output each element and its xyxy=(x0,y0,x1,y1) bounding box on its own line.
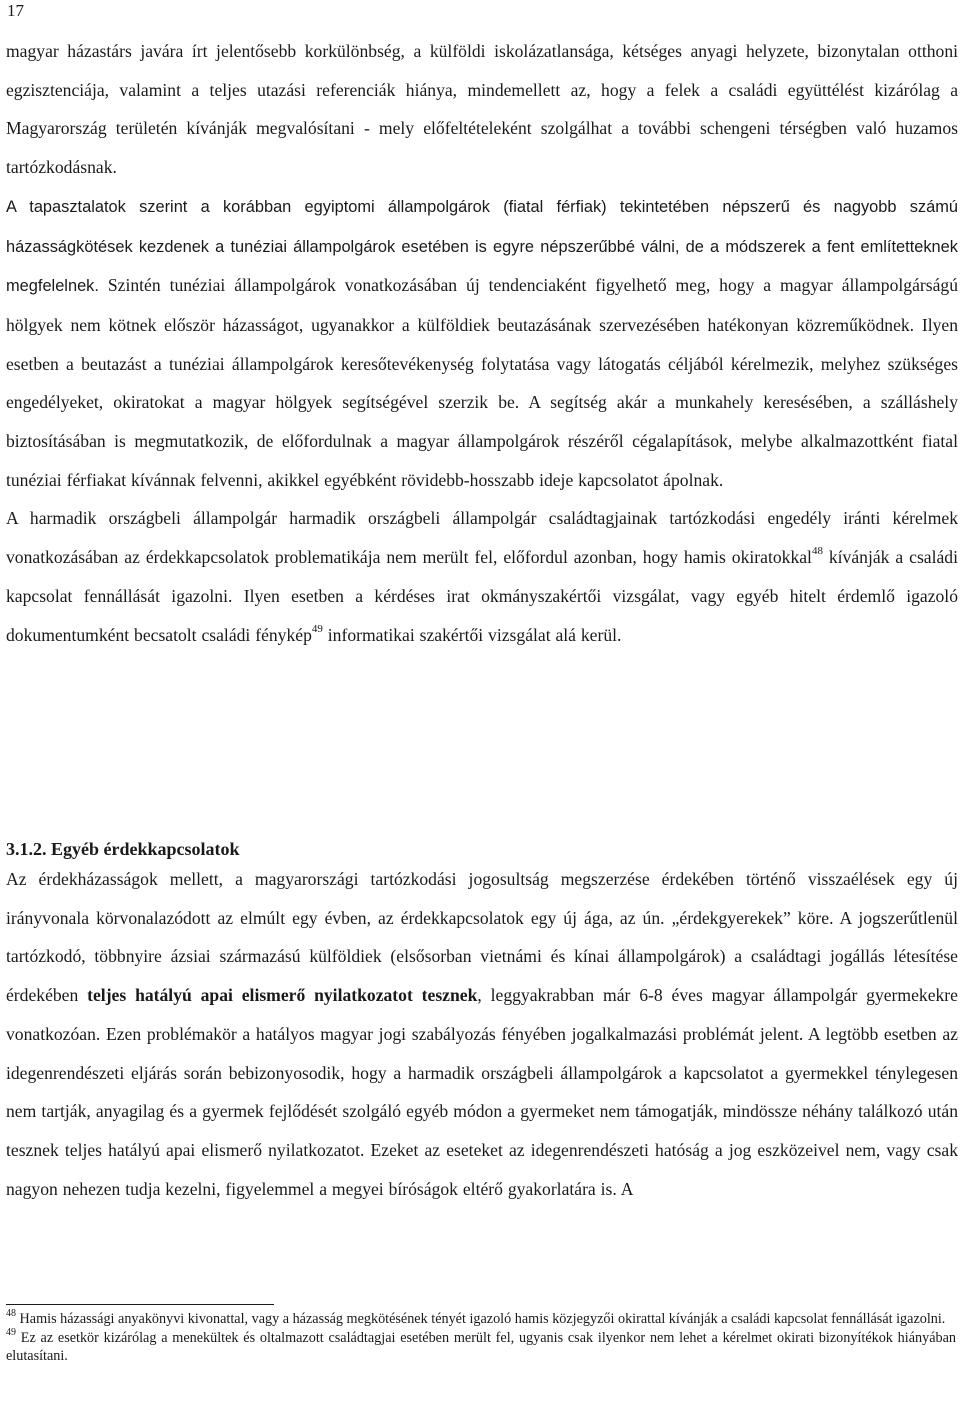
section-paragraph xyxy=(6,860,958,1208)
paragraph-2 xyxy=(6,187,958,500)
footnote-text: Hamis házassági anyakönyvi kivonattal, vagy a házasság megkötésének tényét igazoló hamis közjegyzői okirattal kívánják a családi kapcsolat fennállását igazolni. xyxy=(16,1311,946,1327)
section-text-block xyxy=(6,860,958,1208)
footnote-49 xyxy=(6,1326,956,1366)
paragraph-3 xyxy=(6,499,958,654)
section-paragraph-text-1: Az érdekházasságok mellett, a magyarországi tartózkodási jogosultság megszerzése érdekében történő visszaélések egy új irányvonala körvonalazódott az elmúlt egy évben, az érdekkapcsolatok egy új ága, az ún. „érdekgyerekek” köre. A jogszerűtlenül tartózkodó, többnyire ázsiai származású külföldiek (elsősorban vietnámi és kínai állampolgárok) a családtagi jogállás létesítése érdekében xyxy=(6,869,958,1006)
main-text-block xyxy=(6,32,958,654)
section-heading: 3.1.2. Egyéb érdekkapcsolatok xyxy=(6,839,240,859)
paragraph-3-text-3: informatikai szakértői vizsgálat alá kerül. xyxy=(322,624,622,645)
footnotes xyxy=(6,1310,956,1366)
footnote-ref-49[interactable]: 49 xyxy=(311,622,323,635)
section-paragraph-bold: teljes hatályú apai elismerő nyilatkozatot tesznek xyxy=(87,985,478,1006)
footnote-text: Ez az esetkör kizárólag a menekültek és oltalmazott családtagjai esetében merült fel, ugyanis csak ilyenkor nem lehet a kérelmet okirati bizonyítékok hiányában elutasítani. xyxy=(6,1329,956,1364)
paragraph-1: magyar házastárs javára írt jelentősebb korkülönbség, a külföldi iskolázatlansága, kétséges anyagi helyzete, bizonytalan otthoni egzisztenciája, valamint a teljes utazási referenciák hiánya, mindemellett az, hogy a felek a családi együttélést kizárólag a Magyarország területén kívánják megvalósítani - mely előfeltételeként szolgálhat a további schengeni térségben való huzamos tartózkodásnak. xyxy=(6,41,958,178)
paragraph-3-text-1: A harmadik országbeli állampolgár harmadik országbeli állampolgár családtagjainak tartózkodási engedély iránti kérelmek vonatkozásában az érdekkapcsolatok problematikája nem merült fel, előfordul azonban, hogy hamis okiratokkal xyxy=(6,508,958,568)
footnote-separator xyxy=(6,1304,274,1305)
paragraph-3-text-2: kívánják a családi kapcsolat fennállását igazolni. Ilyen esetben a kérdéses irat okmányszakértői vizsgálat, vagy egyéb hitelt érdemlő igazoló dokumentumként becsatolt családi fénykép xyxy=(6,547,958,645)
footnote-number: 49 xyxy=(6,1326,16,1338)
footnote-ref-48[interactable]: 48 xyxy=(811,545,823,558)
footnote-number: 48 xyxy=(6,1308,16,1320)
footnote-48 xyxy=(6,1310,956,1329)
paragraph-2-serif-part: Szintén tunéziai állampolgárok vonatkozásában új tendenciaként figyelhető meg, hogy a magyar állampolgárságú hölgyek nem kötnek először házasságot, ugyanakkor a külföldiek beutazásának szervezésében hatékonyan közreműködnek. Ilyen esetben a beutazást a tunéziai állampolgárok keresőtevékenység folytatása vagy látogatás céljából kérelmezik, melyhez szükséges engedélyeket, okiratokat a magyar hölgyek segítségével szerzik be. A segítség akár a munkahely keresésében, a szálláshely biztosításában is megmutatkozik, de előfordulnak a magyar állampolgárok részéről cégalapítások, melybe alkalmazottként fiatal tunéziai férfiakat kívánnak felvenni, akikkel egyébként rövidebb-hosszabb ideje kapcsolatot ápolnak. xyxy=(6,275,958,490)
page-number: 17 xyxy=(7,1,24,20)
section-paragraph-text-2: , leggyakrabban már 6-8 éves magyar állampolgár gyermekekre vonatkozóan. Ezen problémakör a hatályos magyar jogi szabályozás fényében jogalkalmazási problémát jelent. A legtöbb esetben az idegenrendészeti eljárás során bebizonyosodik, hogy a harmadik országbeli állampolgárok a kapcsolatot a gyermekkel ténylegesen nem tartják, anyagilag és a gyermek fejlődését szolgáló egyéb módon a gyermeket nem támogatják, mindössze néhány találkozó után tesznek teljes hatályú apai elismerő nyilatkozatot. Ezeket az eseteket az idegenrendészeti hatóság a jog eszközeivel nem, vagy csak nagyon nehezen tudja kezelni, figyelemmel a megyei bíróságok eltérő gyakorlatára is. A xyxy=(6,985,958,1199)
paragraph-2-sans-part: A tapasztalatok szerint a korábban egyiptomi állampolgárok (fiatal férfiak) tekintetében népszerű és nagyobb számú házasságkötések kezdenek a tunéziai állampolgárok esetében is egyre népszerűbbé válni, de a módszerek a fent említetteknek megfelelnek. xyxy=(6,197,958,296)
